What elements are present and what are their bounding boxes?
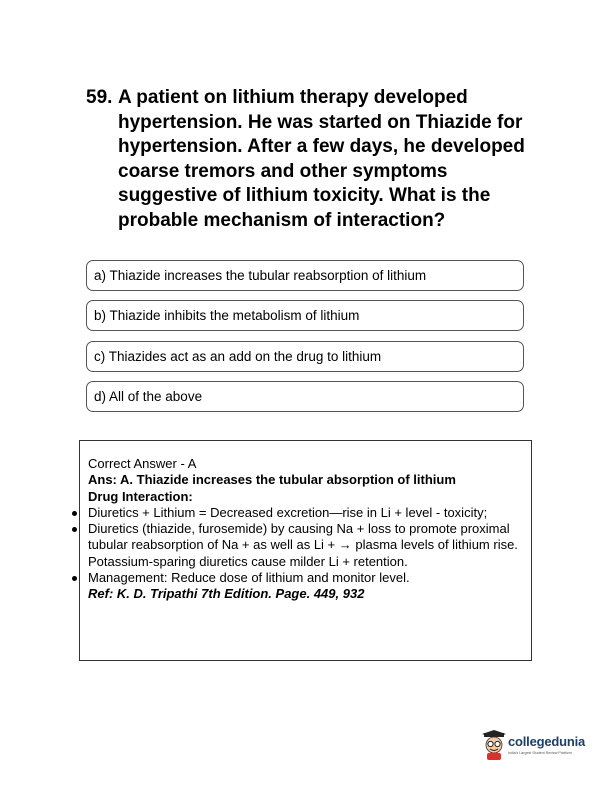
list-item <box>88 570 521 586</box>
question-text: A patient on lithium therapy developed hypertension. He was started on Thiazide for hypertension. After a few days, he developed coarse tremors and other symptoms suggestive of lithium toxicity. What is the probable mechanism of interaction? <box>118 87 525 231</box>
list-item <box>88 505 521 521</box>
answer-line: Ans: A. Thiazide increases the tubular absorption of lithium <box>88 472 456 488</box>
bullet-text: Diuretics + Lithium = Decreased excretion—rise in Li + level - toxicity; <box>88 504 488 520</box>
explanation-list <box>88 505 521 586</box>
bullet-icon <box>72 511 77 516</box>
bullet-icon <box>72 527 77 532</box>
reference-line: Ref: K. D. Tripathi 7th Edition. Page. 449, 932 <box>88 586 365 602</box>
drug-interaction-heading: Drug Interaction: <box>88 488 193 504</box>
option-c[interactable]: c) Thiazides act as an add on the drug to lithium <box>86 341 524 372</box>
option-d[interactable]: d) All of the above <box>86 381 524 412</box>
bullet-text: Diuretics (thiazide, furosemide) by causing Na + loss to promote proximal tubular reabsorption of Na + as well as Li + → plasma levels of lithium rise. Potassium-sparing diuretics cause milder Li + retention. <box>88 521 518 569</box>
brand-name: collegedunia <box>508 734 586 749</box>
question-block <box>86 86 526 233</box>
bullet-icon <box>72 576 77 581</box>
mascot-icon <box>481 730 507 760</box>
bullet-text: Management: Reduce dose of lithium and monitor level. <box>88 570 410 586</box>
option-a[interactable]: a) Thiazide increases the tubular reabsorption of lithium <box>86 260 524 291</box>
list-item <box>88 521 521 570</box>
question-number: 59. <box>86 87 113 108</box>
brand-tagline: India's Largest Student Review Platform <box>508 751 572 755</box>
correct-answer-label: Correct Answer - A <box>88 456 197 471</box>
collegedunia-logo <box>481 728 585 762</box>
option-b[interactable]: b) Thiazide inhibits the metabolism of lithium <box>86 300 524 331</box>
answer-box <box>79 440 532 661</box>
